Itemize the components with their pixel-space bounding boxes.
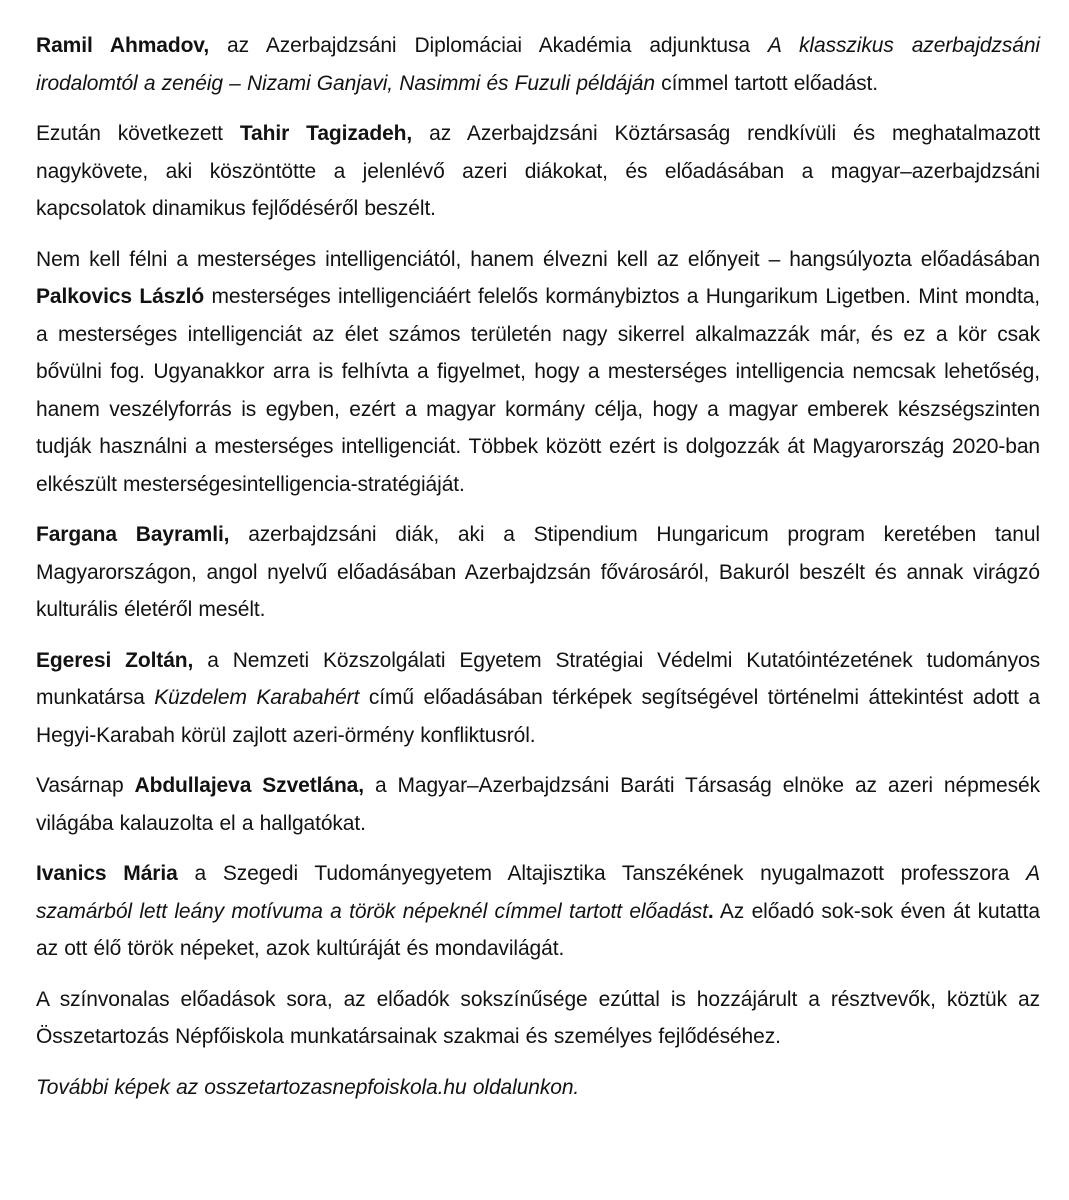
text-run-normal: Vasárnap <box>36 774 135 797</box>
paragraph <box>36 241 1040 504</box>
text-run-bold: Ivanics Mária <box>36 862 178 885</box>
text-run-bold: . <box>707 899 714 923</box>
text-run-italic: További képek az osszetartozasnepfoiskola.hu oldalunkon. <box>36 1075 580 1099</box>
paragraph <box>36 642 1040 755</box>
text-run-italic: Küzdelem Karabahért <box>154 686 360 709</box>
text-run-bold: Ramil Ahmadov, <box>36 34 210 57</box>
document-body <box>36 27 1040 1106</box>
paragraph <box>36 981 1040 1056</box>
paragraph <box>36 516 1040 629</box>
text-run-normal: Ezután következett <box>36 122 240 145</box>
text-run-normal: az Azerbajdzsáni Diplomáciai Akadémia adjunktusa <box>209 34 768 57</box>
paragraph <box>36 27 1040 102</box>
text-run-bold: Abdullajeva Szvetlána, <box>134 774 364 797</box>
text-run-normal: című előadásában térképek segítségével történelmi áttekintést adott a Hegyi-Karabah körül zajlott azeri-örmény konfliktusról. <box>36 686 1040 747</box>
paragraph <box>36 1069 1040 1107</box>
paragraph <box>36 767 1040 842</box>
text-run-normal: a Nemzeti Közszolgálati Egyetem Stratégiai Védelmi Kutatóintézetének tudományos munkatársa <box>36 648 1040 709</box>
text-run-normal: A színvonalas előadások sora, az előadók sokszínűsége ezúttal is hozzájárult a résztvevők, köztük az Összetartozás Népfőiskola munkatársainak szakmai és személyes fejlődéséhez. <box>36 987 1040 1048</box>
text-run-italic: A klasszikus azerbajdzsáni irodalomtól a zenéig – Nizami Ganjavi, Nasimmi és Fuzuli példáján <box>36 34 1040 95</box>
text-run-normal: Nem kell félni a mesterséges intelligenciától, hanem élvezni kell az előnyeit – hangsúlyozta előadásában <box>36 247 1040 271</box>
paragraph <box>36 855 1040 968</box>
paragraph <box>36 115 1040 228</box>
text-run-normal: a Magyar–Azerbajdzsáni Baráti Társaság elnöke az azeri népmesék világába kalauzolta el a hallgatókat. <box>36 774 1040 835</box>
text-run-normal: Az előadó sok-sok éven át kutatta az ott élő török népeket, azok kultúráját és mondavilágát. <box>36 899 1040 960</box>
text-run-normal: mesterséges intelligenciáért felelős kormánybiztos a Hungarikum Ligetben. Mint mondta, a mesterséges intelligenciát az élet számos területén nagy sikerrel alkalmazzák már, és ez a kör csak bővülni fog. Ugyanakkor arra is felhívta a figyelmet, hogy a mesterséges intelligencia nemcsak lehetőség, hanem veszélyforrás is egyben, ezért a magyar kormány célja, hogy a magyar emberek készségszinten tudják használni a mesterséges intelligenciát. Többek között ezért is dolgozzák át Magyarország 2020-ban elkészült mesterségesintelligencia-stratégiáját. <box>36 285 1041 496</box>
text-run-normal: címmel tartott előadást. <box>654 71 879 95</box>
text-run-bold: Tahir Tagizadeh, <box>239 122 413 145</box>
text-run-bold: Fargana Bayramli, <box>36 523 230 546</box>
text-run-bold: Egeresi Zoltán, <box>36 648 194 672</box>
text-run-italic: A szamárból lett leány motívuma a török népeknél címmel tartott előadást <box>36 862 1040 923</box>
text-run-bold: Palkovics László <box>36 285 205 308</box>
text-run-normal: azerbajdzsáni diák, aki a Stipendium Hungaricum program keretében tanul Magyarországon, angol nyelvű előadásában Azerbajdzsán fővárosáról, Bakuról beszélt és annak virágzó kulturális életéről mesélt. <box>36 523 1040 621</box>
text-run-normal: a Szegedi Tudományegyetem Altajisztika Tanszékének nyugalmazott professzora <box>177 862 1027 885</box>
text-run-normal: az Azerbajdzsáni Köztársaság rendkívüli és meghatalmazott nagykövete, aki köszöntötte a jelenlévő azeri diákokat, és előadásában a magyar–azerbajdzsáni kapcsolatok dinamikus fejlődéséről beszélt. <box>36 122 1040 220</box>
